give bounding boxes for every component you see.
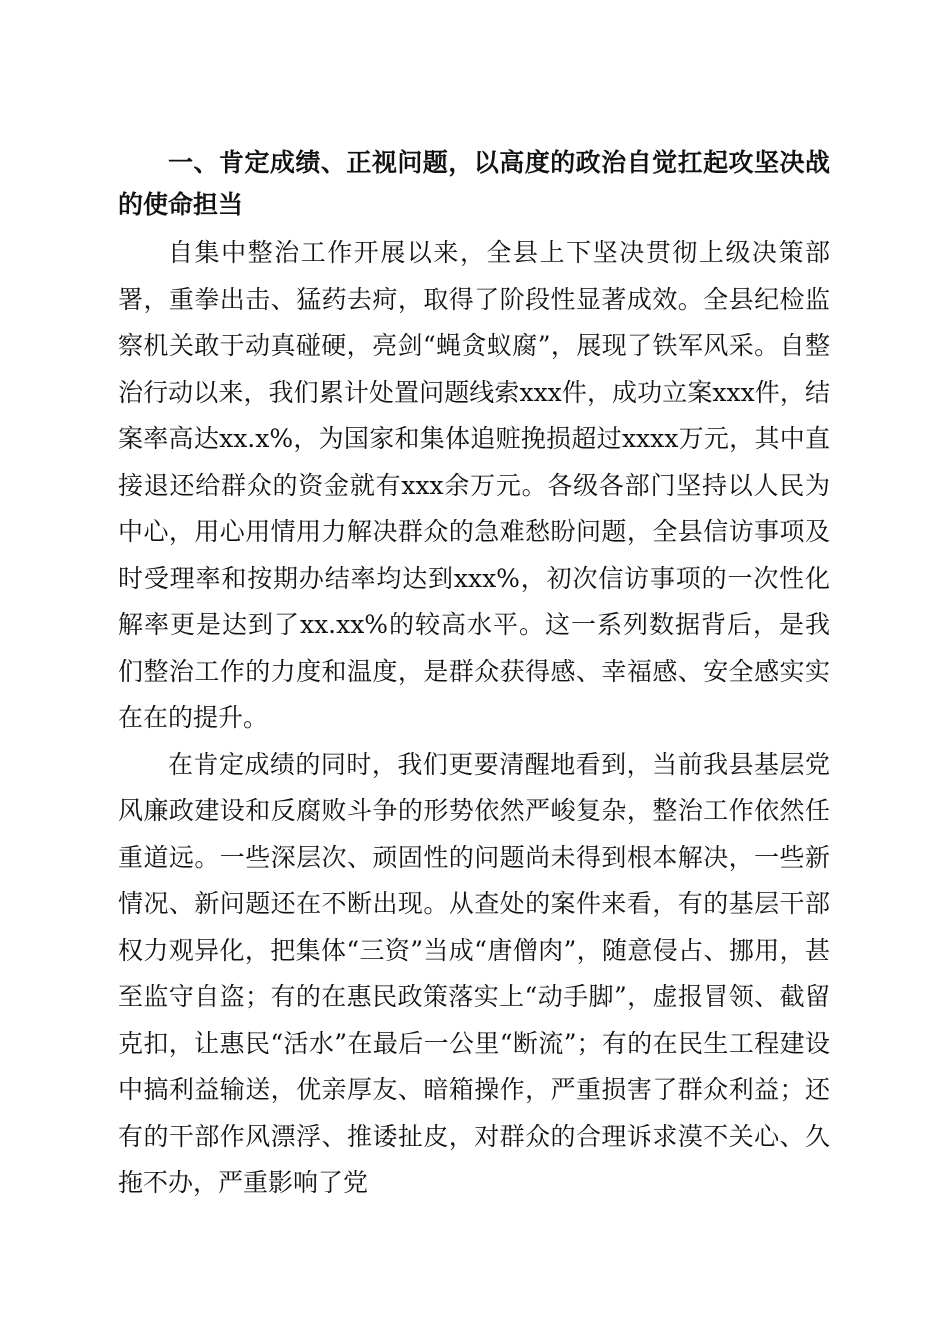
paragraph-achievements: 自集中整治工作开展以来，全县上下坚决贯彻上级决策部署，重拳出击、猛药去疴，取得了阶段性显著成效。全县纪检监察机关敢于动真碰硬，亮剑“蝇贪蚁腐”，展现了铁军风采。自整治行动以来，我们累计处置问题线索xxx件，成功立案xxx件，结案率高达xx.x%，为国家和集体追赃挽损超过xxxx万元，其中直接退还给群众的资金就有xxx余万元。各级各部门坚持以人民为中心，用心用情用力解决群众的急难愁盼问题，全县信访事项及时受理率和按期办结率均达到xxx%，初次信访事项的一次性化解率更是达到了xx.xx%的较高水平。这一系列数据背后，是我们整治工作的力度和温度，是群众获得感、幸福感、安全感实实在在的提升。: [118, 238, 830, 732]
document-body: [118, 142, 830, 1207]
section-heading: 一、肯定成绩、正视问题，以高度的政治自觉扛起攻坚决战的使命担当: [118, 148, 830, 219]
paragraph-problems: 在肯定成绩的同时，我们更要清醒地看到，当前我县基层党风廉政建设和反腐败斗争的形势依然严峻复杂，整治工作依然任重道远。一些深层次、顽固性的问题尚未得到根本解决，一些新情况、新问题还在不断出现。从查处的案件来看，有的基层干部权力观异化，把集体“三资”当成“唐僧肉”，随意侵占、挪用，甚至监守自盗；有的在惠民政策落实上“动手脚”，虚报冒领、截留克扣，让惠民“活水”在最后一公里“断流”；有的在民生工程建设中搞利益输送，优亲厚友、暗箱操作，严重损害了群众利益；还有的干部作风漂浮、推诿扯皮，对群众的合理诉求漠不关心、久拖不办，严重影响了党: [118, 749, 830, 1197]
